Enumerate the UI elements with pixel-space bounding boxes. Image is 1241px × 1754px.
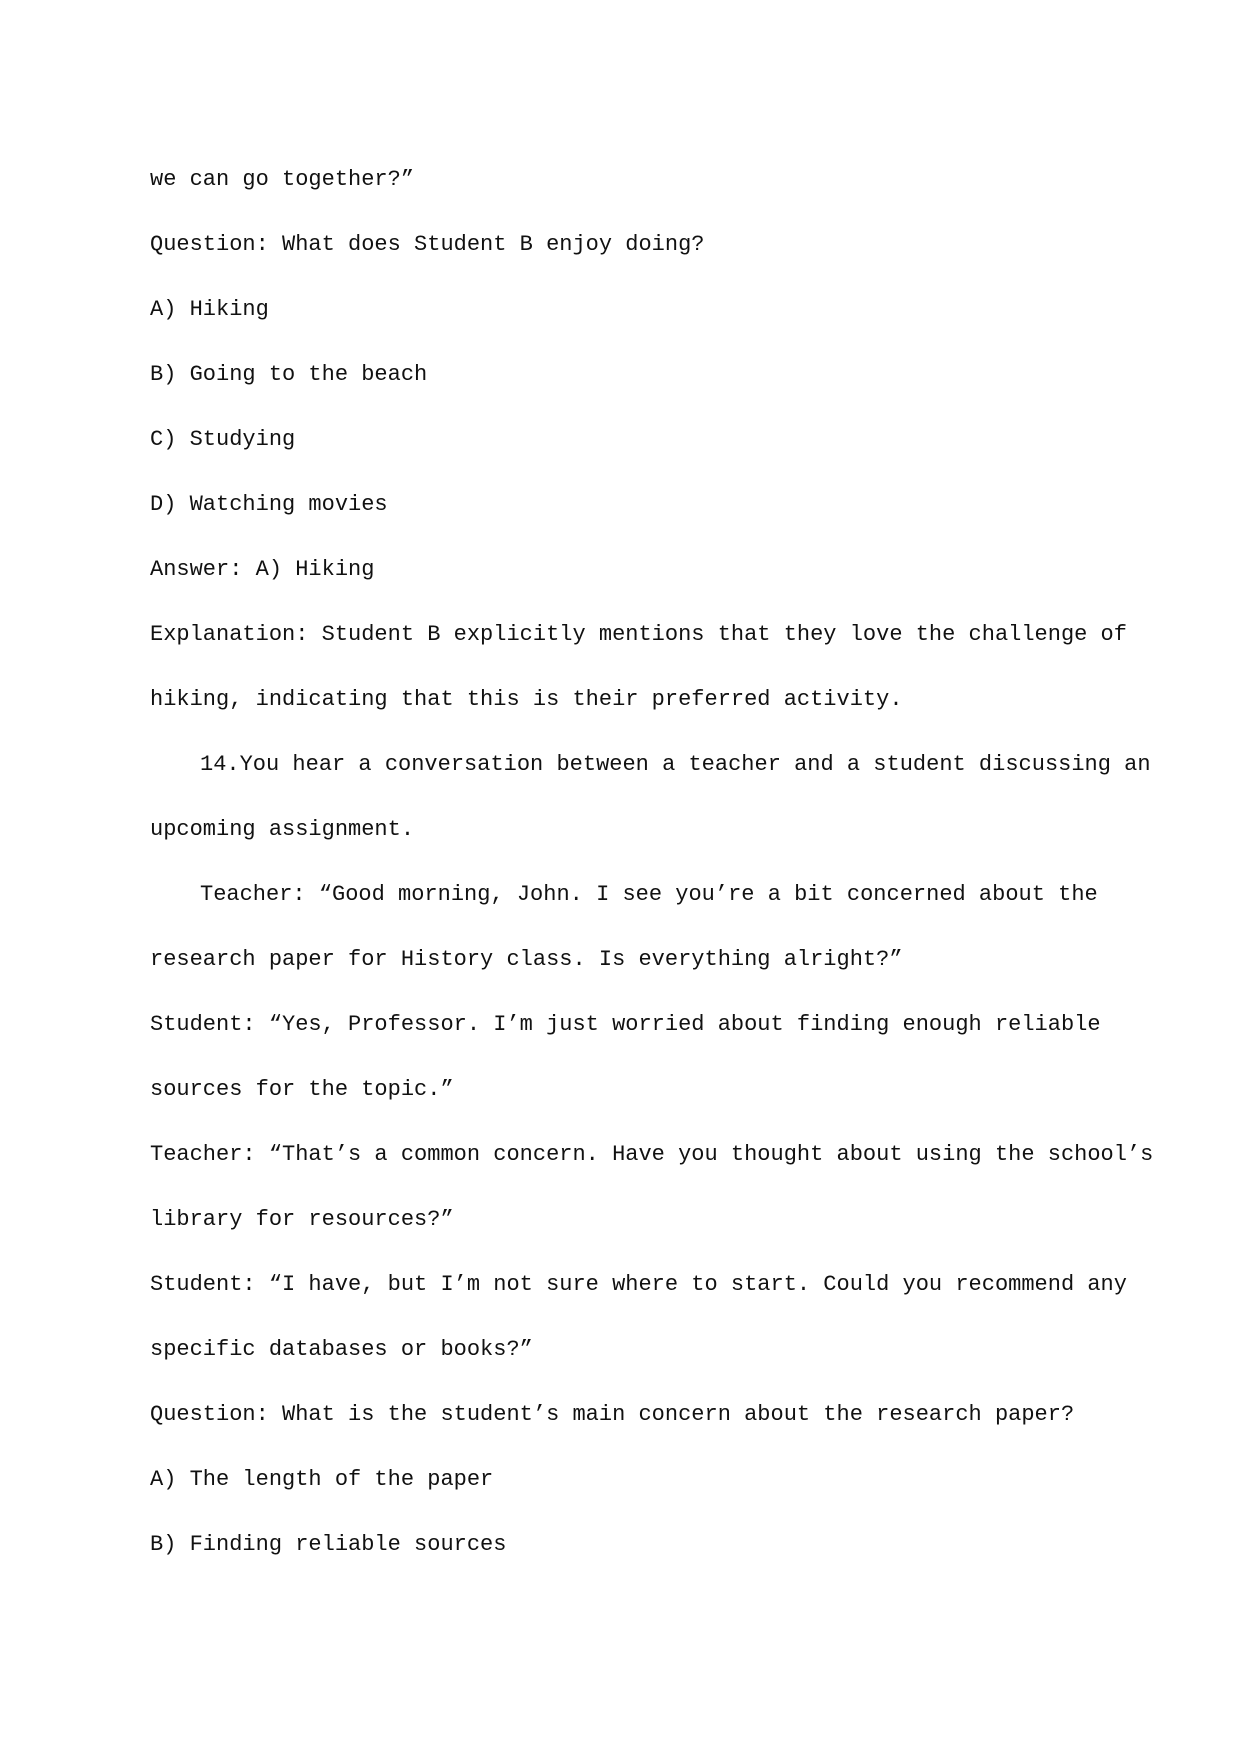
option-b: B) Going to the beach: [150, 362, 428, 387]
option-c: C) Studying: [150, 427, 296, 452]
option-a: A) Hiking: [150, 297, 269, 322]
option-a: A) The length of the paper: [150, 1467, 494, 1492]
explanation-line: Explanation: Student B explicitly mentions that they love the challenge of: [150, 622, 1127, 647]
answer-line: Answer: A) Hiking: [150, 557, 375, 582]
passage-line: we can go together?”: [150, 167, 415, 192]
dialogue-line: Teacher: “Good morning, John. I see you’re a bit concerned about the: [200, 882, 1098, 907]
dialogue-line: library for resources?”: [150, 1207, 454, 1232]
dialogue-line: sources for the topic.”: [150, 1077, 454, 1102]
dialogue-line: specific databases or books?”: [150, 1337, 533, 1362]
question-line: Question: What does Student B enjoy doing?: [150, 232, 705, 257]
document-page: [150, 147, 1154, 1577]
dialogue-line: Teacher: “That’s a common concern. Have you thought about using the school’s: [150, 1142, 1154, 1167]
option-d: D) Watching movies: [150, 492, 388, 517]
dialogue-line: Student: “Yes, Professor. I’m just worried about finding enough reliable: [150, 1012, 1101, 1037]
dialogue-line: research paper for History class. Is everything alright?”: [150, 947, 903, 972]
question-14-intro: upcoming assignment.: [150, 817, 415, 842]
explanation-line: hiking, indicating that this is their preferred activity.: [150, 687, 903, 712]
dialogue-line: Student: “I have, but I’m not sure where to start. Could you recommend any: [150, 1272, 1127, 1297]
question-14-intro: 14.You hear a conversation between a teacher and a student discussing an: [200, 752, 1151, 777]
question-line: Question: What is the student’s main concern about the research paper?: [150, 1402, 1075, 1427]
option-b: B) Finding reliable sources: [150, 1532, 507, 1557]
